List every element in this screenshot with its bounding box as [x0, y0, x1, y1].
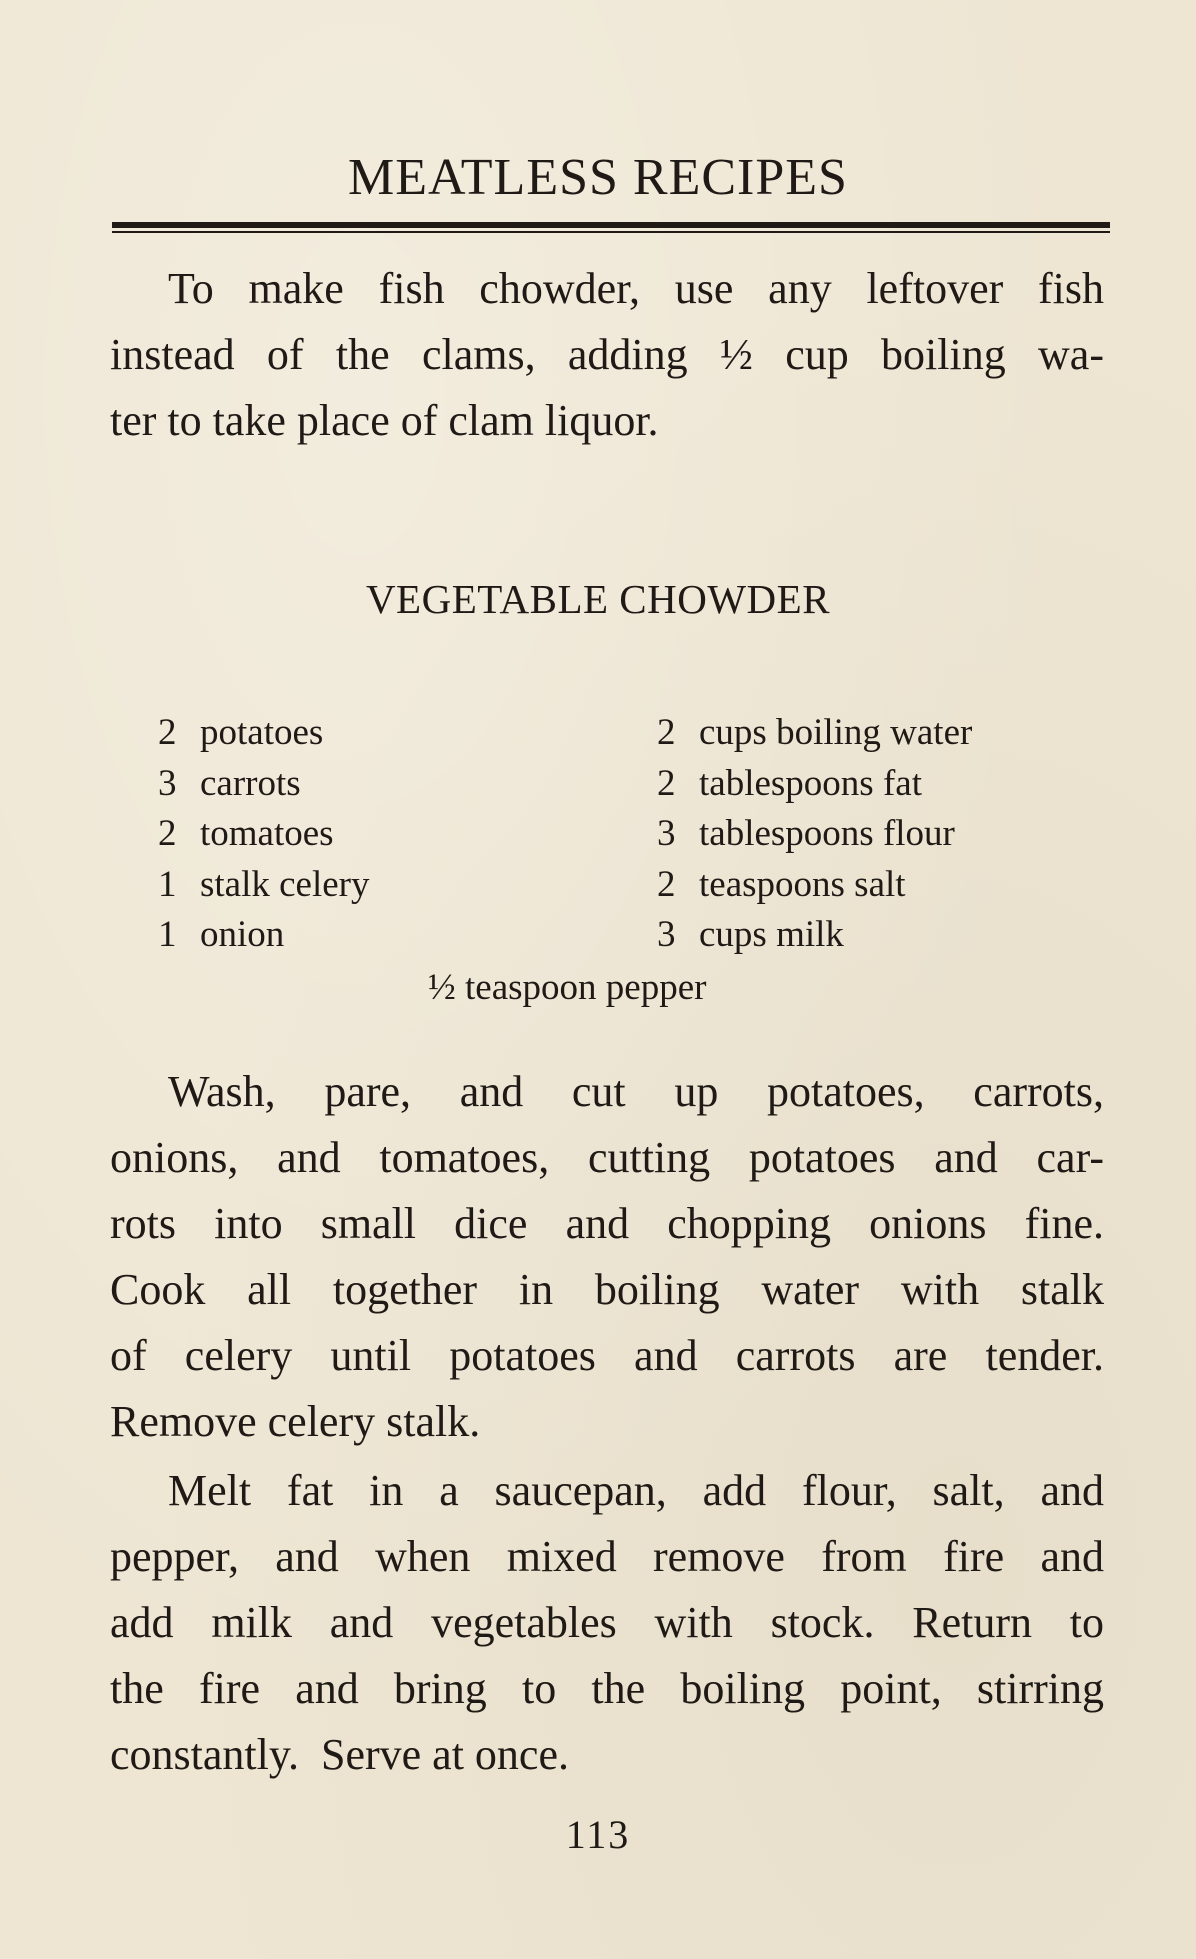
ingredient-qty: 2: [158, 712, 177, 753]
running-head: MEATLESS RECIPES: [348, 149, 848, 206]
ingredient-item: [657, 910, 972, 961]
method-line: Wash, pare, and cut up potatoes, carrots,: [168, 1067, 1104, 1116]
method-line: onions, and tomatoes, cutting potatoes and car-: [110, 1133, 1104, 1182]
intro-paragraph: [110, 256, 1104, 454]
ingredient-item: [657, 759, 972, 810]
ingredient-name: onion: [200, 914, 285, 955]
ingredient-qty: 3: [158, 762, 177, 804]
ingredient-name: tomatoes: [200, 813, 334, 854]
ingredient-item: [158, 910, 370, 961]
ingredient-item: [158, 759, 370, 810]
ingredient-item: [158, 708, 370, 759]
method-line: rots into small dice and chopping onions fine.: [110, 1199, 1104, 1248]
ingredient-qty: 2: [657, 762, 676, 804]
intro-line: To make fish chowder, use any leftover fish: [168, 264, 1104, 313]
ingredient-item: [657, 809, 972, 860]
ingredient-item: [657, 860, 972, 911]
ingredient-qty: 3: [657, 813, 676, 854]
ingredient-name: cups milk: [699, 914, 844, 955]
method-line: the fire and bring to the boiling point, stirring: [110, 1664, 1104, 1713]
method-line: of celery until potatoes and carrots are tender.: [110, 1331, 1104, 1380]
ingredient-name: potatoes: [200, 712, 324, 753]
ingredient-qty: 1: [158, 914, 177, 955]
header-rule-thick: [112, 222, 1110, 228]
ingredient-name: cups boiling water: [699, 712, 973, 753]
ingredient-qty: 2: [158, 813, 177, 854]
ingredient-qty: 1: [158, 863, 177, 905]
ingredient-qty: 2: [657, 863, 676, 905]
ingredient-name: teaspoons salt: [699, 863, 906, 905]
ingredient-item: [158, 860, 370, 911]
ingredient-item: [158, 809, 370, 860]
ingredient-qty: 3: [657, 914, 676, 955]
method-line: constantly. Serve at once.: [110, 1730, 569, 1779]
intro-line: instead of the clams, adding ½ cup boiling wa-: [110, 330, 1104, 379]
ingredient-column-right: [657, 708, 972, 961]
intro-line: ter to take place of clam liquor.: [110, 396, 659, 445]
ingredient-name: tablespoons flour: [699, 813, 955, 854]
ingredient-qty: 2: [657, 712, 676, 753]
ingredient-name: carrots: [200, 762, 301, 804]
recipe-title: VEGETABLE CHOWDER: [365, 576, 831, 622]
ingredient-column-left: [158, 708, 370, 961]
method-line: Cook all together in boiling water with stalk: [110, 1265, 1104, 1314]
ingredient-item: [657, 708, 972, 759]
method-line: pepper, and when mixed remove from fire and: [110, 1532, 1104, 1581]
method-line: Remove celery stalk.: [110, 1397, 481, 1446]
method-paragraph-2: [110, 1458, 1104, 1788]
ingredient-name: tablespoons fat: [699, 762, 922, 804]
method-paragraph-1: [110, 1059, 1104, 1455]
ingredient-item-centered: ½ teaspoon pepper: [428, 967, 707, 1008]
method-line: Melt fat in a saucepan, add flour, salt, and: [168, 1466, 1104, 1515]
header-rule-thin: [112, 231, 1110, 233]
method-line: add milk and vegetables with stock. Return to: [110, 1598, 1104, 1647]
page-number: 113: [565, 1812, 631, 1857]
ingredient-name: stalk celery: [200, 863, 370, 905]
